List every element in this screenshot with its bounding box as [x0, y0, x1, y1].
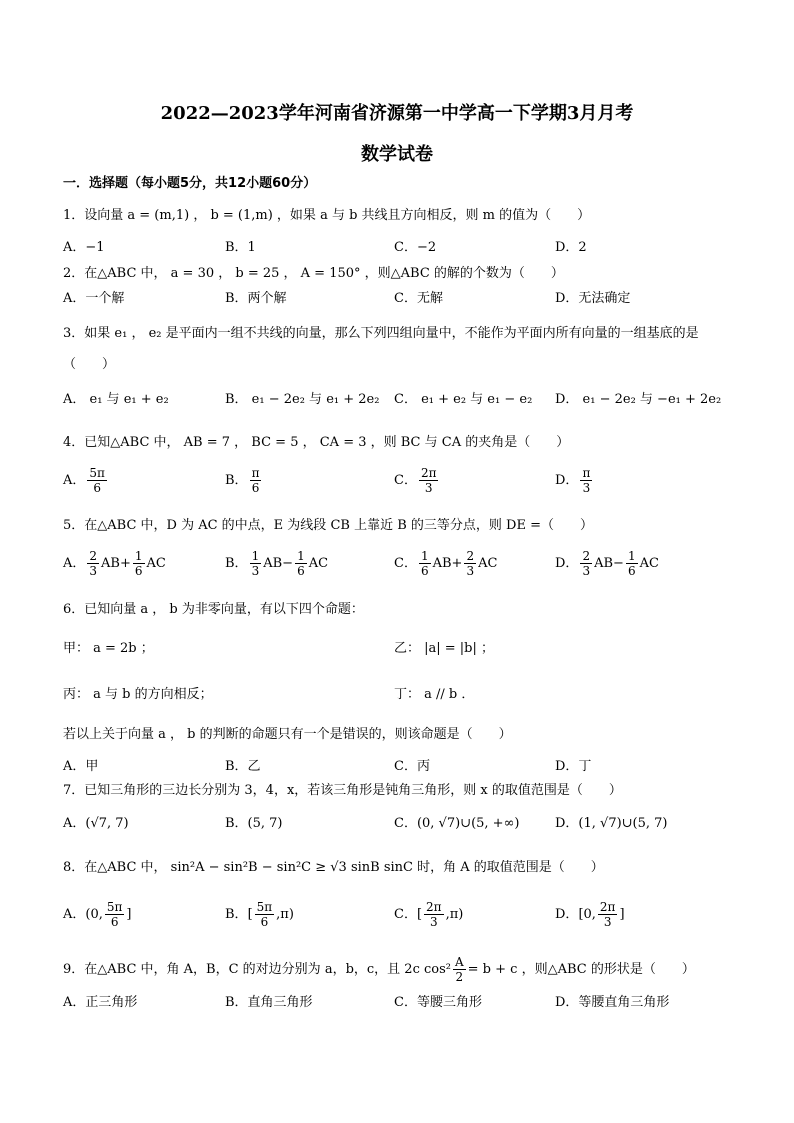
q6-prop-bing: 丙： a 与 b 的方向相反； — [63, 687, 213, 702]
q1-option-b: B．1 — [225, 240, 256, 255]
q3-option-c: C． e₁ + e₂ 与 e₁ − e₂ — [394, 392, 533, 407]
q8-option-d: D．[0, $\frac{2\pi}{3}$ ] — [555, 900, 625, 929]
q1-option-c: C．−2 — [394, 240, 437, 255]
q6-prop-jia: 甲： a = 2b ； — [63, 641, 154, 656]
q2-option-d: D．无法确定 — [555, 291, 631, 306]
q1-option-a: A．−1 — [63, 240, 105, 255]
question-6-stem: 6．已知向量 a ， b 为非零向量，有以下四个命题： — [63, 602, 364, 617]
q3-option-b: B． e₁ − 2e₂ 与 e₁ + 2e₂ — [225, 392, 380, 407]
q9-option-d: D．等腰直角三角形 — [555, 995, 670, 1010]
q2-option-b: B．两个解 — [225, 291, 287, 306]
q6-option-a: A．甲 — [63, 759, 99, 774]
q6-option-d: D．丁 — [555, 759, 592, 774]
q6-option-b: B．乙 — [225, 759, 261, 774]
q2-option-a: A．一个解 — [63, 291, 125, 306]
q8-option-c: C．[ $\frac{2\pi}{3}$ ,π) — [394, 900, 464, 929]
q8-option-b: B．[ $\frac{5\pi}{6}$ ,π) — [225, 900, 294, 929]
section-heading: 一．选择题（每小题5分，共12小题60分） — [63, 176, 317, 191]
q6-prop-yi: 乙： |a| = |b| ； — [394, 641, 495, 656]
q7-option-a: A．(√7, 7) — [63, 816, 129, 831]
q5-option-b: B． $\frac{1}{3}$ AB− $\frac{1}{6}$ AC — [225, 549, 329, 578]
q7-option-b: B．(5, 7) — [225, 816, 283, 831]
q5-option-d: D． $\frac{2}{3}$ AB− $\frac{1}{6}$ AC — [555, 549, 659, 578]
q5-option-a: A． $\frac{2}{3}$ AB+ $\frac{1}{6}$ AC — [63, 549, 166, 578]
q4-option-d: D． $\frac{\pi}{3}$ — [555, 466, 591, 495]
question-6-stem-cont: 若以上关于向量 a ， b 的判断的命题只有一个是错误的，则该命题是（ ） — [63, 727, 512, 742]
question-9-stem: 9．在△ABC 中，角 A，B，C 的对边分别为 a，b，c，且 2c cos² $\frac{A}{2}$ = b + c ，则△ABC 的形状是（ ） — [63, 955, 695, 984]
q4-option-b: B． $\frac{\pi}{6}$ — [225, 466, 260, 495]
q8-option-a: A．(0, $\frac{5\pi}{6}$ ] — [63, 900, 132, 929]
page-subtitle: 数学试卷 — [361, 144, 433, 165]
question-3-stem-cont: （ ） — [63, 357, 116, 372]
q1-option-d: D．2 — [555, 240, 587, 255]
question-3-stem: 3．如果 e₁ ， e₂ 是平面内一组不共线的向量，那么下列四组向量中，不能作为平面内所有向量的一组基底的是 — [63, 326, 699, 341]
q3-option-a: A． e₁ 与 e₁ + e₂ — [63, 392, 169, 407]
q6-option-c: C．丙 — [394, 759, 430, 774]
q4-option-a: A． $\frac{5\pi}{6}$ — [63, 466, 105, 495]
page-title: 2022—2023学年河南省济源第一中学高一下学期3月月考 — [160, 103, 634, 124]
q4-option-c: C． $\frac{2\pi}{3}$ — [394, 466, 437, 495]
question-7-stem: 7．已知三角形的三边长分别为 3，4，x，若该三角形是钝角三角形，则 x 的取值范围是（ ） — [63, 783, 622, 798]
q9-option-c: C．等腰三角形 — [394, 995, 482, 1010]
question-2-stem: 2．在△ABC 中， a = 30 ， b = 25 ， A = 150° ，则△ABC 的解的个数为（ ） — [63, 266, 564, 281]
q7-option-c: C．(0, √7)∪(5, +∞) — [394, 816, 520, 831]
question-1-stem: 1．设向量 a = (m,1) ， b = (1,m) ，如果 a 与 b 共线且方向相反，则 m 的值为（ ） — [63, 208, 591, 223]
q2-option-c: C．无解 — [394, 291, 443, 306]
q6-prop-ding: 丁： a // b ． — [394, 687, 475, 702]
question-5-stem: 5．在△ABC 中，D 为 AC 的中点，E 为线段 CB 上靠近 B 的三等分点，则 DE =（ ） — [63, 518, 593, 533]
q3-option-d: D． e₁ − 2e₂ 与 −e₁ + 2e₂ — [555, 392, 722, 407]
q5-option-c: C． $\frac{1}{6}$ AB+ $\frac{2}{3}$ AC — [394, 549, 498, 578]
question-8-stem: 8．在△ABC 中， sin²A − sin²B − sin²C ≥ √3 sinB sinC 时，角 A 的取值范围是（ ） — [63, 860, 604, 875]
question-4-stem: 4．已知△ABC 中， AB = 7 ， BC = 5 ， CA = 3 ，则 BC 与 CA 的夹角是（ ） — [63, 435, 570, 450]
q7-option-d: D．(1, √7)∪(5, 7) — [555, 816, 668, 831]
q9-option-a: A．正三角形 — [63, 995, 138, 1010]
q9-option-b: B．直角三角形 — [225, 995, 313, 1010]
